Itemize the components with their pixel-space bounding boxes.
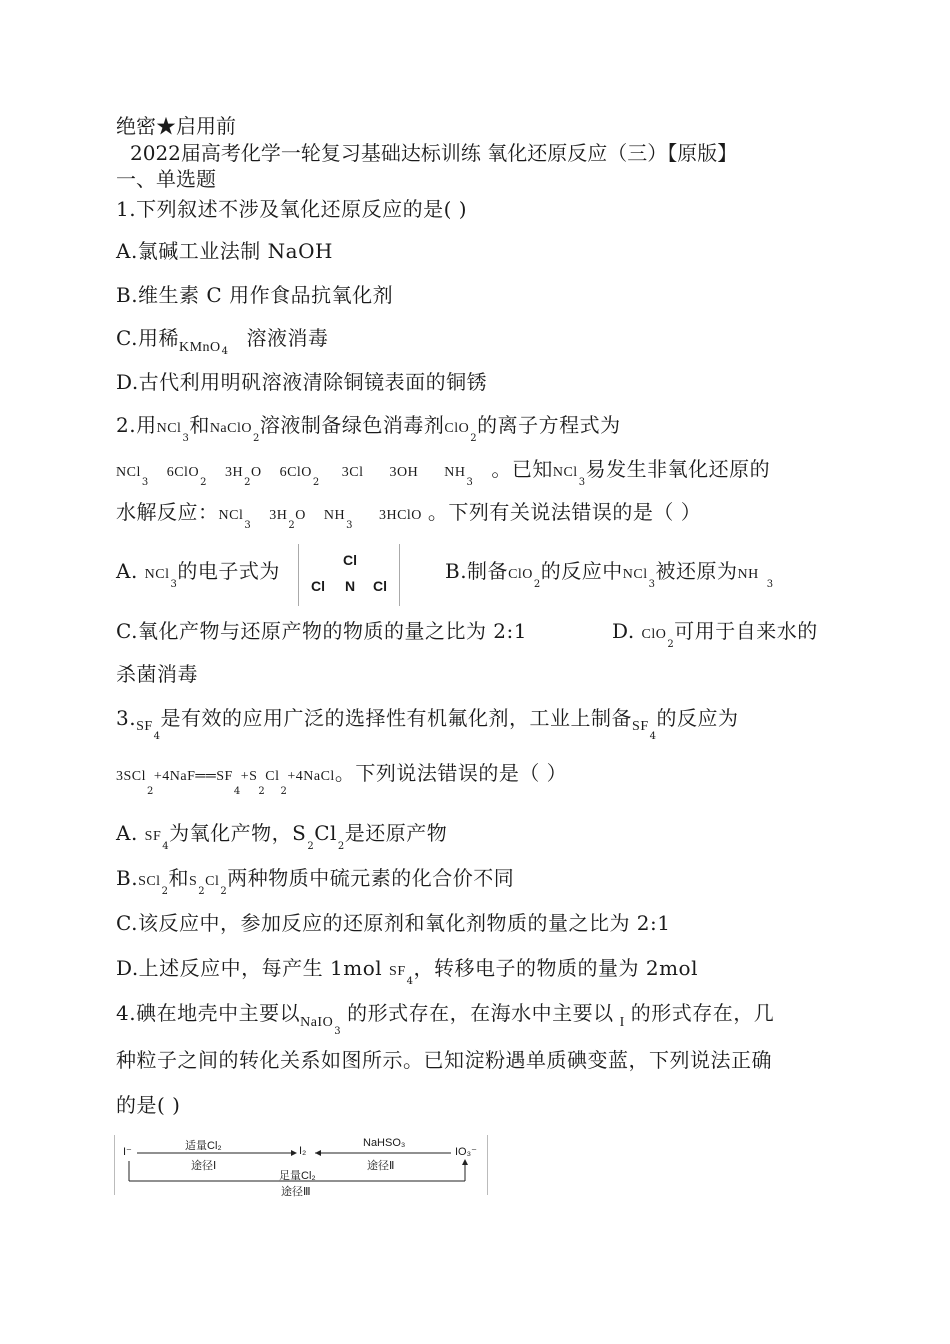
subscript: 2 [667,639,675,650]
subscript: 2 [252,433,260,444]
chem-formula: I [619,1015,625,1030]
chem-formula: SF [632,719,649,734]
text: D.上述反应中，每产生 1mol [116,956,383,980]
reagent-label: 适量Cl₂ [185,1140,222,1152]
text: 的形式存在，几 [630,1001,775,1025]
text: 和 [168,866,189,890]
text: B. [116,866,139,890]
q1-stem: 1.下列叙述不涉及氧化还原反应的是( ) [116,197,468,221]
text: 溶液消毒 [246,326,329,350]
subscript: 3 [334,1026,342,1037]
text: B.制备 [445,559,509,583]
subscript: 3 [244,520,252,531]
subscript: 3 [346,520,353,531]
atom-label: Cl [343,552,357,568]
subscript: 2 [258,786,266,797]
text: A. [116,559,138,583]
chem-formula: 3H [269,508,288,523]
q4-stem-line2: 种粒子之间的转化关系如图所示。已知淀粉遇单质碘变蓝，下列说法正确 [116,1048,772,1072]
subscript: 4 [221,346,229,357]
text: 两种物质中硫元素的化合价不同 [227,866,515,890]
diagram-arrows [115,1135,487,1195]
iodine-conversion-diagram [114,1135,488,1198]
subscript: 4 [406,976,414,987]
species-label: I₂ [299,1145,307,1157]
chem-formula: NCl [622,567,648,582]
chem-formula: SF [136,719,153,734]
chem-formula: SF [144,829,162,844]
chem-formula: 3OH [389,465,419,480]
q3-option-c: C.该反应中，参加反应的还原剂和氧化剂物质的量之比为 2:1 [116,911,671,935]
text: 。下列有关说法错误的是（ ） [427,500,702,524]
q4-stem-line1 [116,1000,775,1037]
chem-formula: Cl [205,874,220,889]
q3-option-d [116,955,698,986]
text: 2.用 [116,413,157,437]
subscript: 2 [220,886,228,897]
chem-formula: 6ClO [279,465,312,480]
chem-formula: SCl [138,874,161,889]
chem-formula: ClO [641,627,667,642]
text: 被还原为 [655,559,738,583]
q2-option-a [116,558,280,589]
species-label: I⁻ [123,1146,132,1158]
subscript: 4 [649,731,657,742]
arrow-head [462,1159,468,1165]
text: 可用于自来水的 [674,619,818,643]
text: 和 [189,413,210,437]
text: 的离子方程式为 [477,413,621,437]
text: 的反应中 [540,559,623,583]
chem-formula: 3HClO [378,508,422,523]
chem-formula: ClO [508,567,533,582]
chem-formula: +S [240,769,258,784]
q2-option-d [612,618,818,649]
q1-option-a: A.氯碱工业法制 NaOH [116,239,333,263]
secret-label: 绝密★启用前 [116,114,236,138]
arrow-head [291,1150,297,1156]
subscript: 3 [578,477,586,488]
atom-label: N [345,578,356,594]
path-label: 途径Ⅱ [367,1160,395,1172]
chem-formula: NH [323,508,346,523]
subscript: 2 [288,520,296,531]
chem-formula: ClO [444,421,470,436]
chem-formula: NH [444,465,466,480]
text: ，转移电子的物质的量为 2mol [413,956,698,980]
chem-formula: Cl [265,769,280,784]
text: 溶液制备绿色消毒剂 [259,413,445,437]
subscript: 2 [533,579,541,590]
subscript: 2 [244,477,251,488]
text: 易发生非氧化还原的 [585,457,771,481]
subscript: 3 [170,579,178,590]
chem-formula: SF [216,769,233,784]
subscript: 2 [470,433,478,444]
text: A. [116,821,138,845]
doc-title: 2022届高考化学一轮复习基础达标训练 氧化还原反应（三）【原版】 [130,141,738,165]
q1-option-b: B.维生素 C 用作食品抗氧化剂 [116,283,394,307]
text: 。已知 [491,457,553,481]
chem-formula: 3SCl [116,769,147,784]
reagent-label: NaHSO₃ [363,1137,406,1149]
q2-ion-equation [116,456,770,487]
subscript: 4 [162,841,170,852]
arrow-head [315,1150,321,1156]
reagent-label: 足量Cl₂ [279,1170,316,1182]
subscript: 2 [312,477,320,488]
chem-formula: O [250,465,262,480]
q3-option-a [116,820,447,851]
chem-formula: 3H [224,465,244,480]
chem-formula: NaClO [209,421,252,436]
q2-stem-line1 [116,412,621,443]
chem-formula: NH [737,567,759,582]
text: 。下列说法错误的是（ ） [334,761,568,785]
subscript: 2 [337,841,345,852]
q3-stem-line1 [116,705,739,742]
q3-equation [116,760,568,797]
subscript: 3 [648,579,656,590]
q4-stem-line3: 的是( ) [116,1093,181,1117]
subscript: 3 [466,477,474,488]
q2-hydrolysis-line [116,499,701,530]
chem-formula: NCl [552,465,578,480]
text: 水解反应： [116,500,219,524]
subscript: 4 [233,786,241,797]
chem-formula: NCl [116,465,141,480]
subscript: 3 [182,433,190,444]
q3-option-b [116,865,514,896]
q2-option-c: C.氧化产物与还原产物的物质的量之比为 2:1 [116,619,527,643]
chem-formula: NCl [218,508,244,523]
text: 的形式存在，在海水中主要以 [347,1001,614,1025]
text: 的反应为 [656,706,739,730]
q1-option-c [116,325,329,356]
text: Cl [314,821,337,845]
q2-option-b [445,558,774,589]
chem-formula: KMnO [178,340,221,355]
chem-formula: +4NaCl [287,769,335,784]
lewis-structure [298,544,400,606]
subscript: 2 [280,786,288,797]
chem-formula: NCl [156,421,182,436]
chem-formula: S [188,874,198,889]
chem-formula: SF [389,964,406,979]
subscript: 2 [147,786,154,797]
subscript: 2 [198,886,206,897]
equals-sign: ══ [195,769,217,784]
species-label: IO₃⁻ [455,1146,477,1158]
chem-formula: 3Cl [341,465,364,480]
chem-formula: 6ClO [166,465,200,480]
text: C.用稀 [116,326,179,350]
text: 4.碘在地壳中主要以 [116,1001,301,1025]
chem-formula: NCl [144,567,170,582]
atom-label: Cl [311,578,325,594]
q2-option-d-cont: 杀菌消毒 [116,662,198,686]
text: 3. [116,706,137,730]
path-label: 途径Ⅲ [281,1186,311,1198]
subscript: 3 [766,579,774,590]
path-label: 途径Ⅰ [191,1160,217,1172]
subscript: 4 [153,731,161,742]
subscript: 3 [141,477,149,488]
text: D. [612,619,635,643]
text: 是有效的应用广泛的选择性有机氟化剂，工业上制备 [160,706,633,730]
chem-formula: +4NaF [153,769,196,784]
text: 是还原产物 [344,821,448,845]
subscript: 2 [200,477,207,488]
section-heading: 一、单选题 [116,167,216,191]
subscript: 2 [161,886,169,897]
chem-formula: O [295,508,306,523]
q1-option-d: D.古代利用明矾溶液清除铜镜表面的铜锈 [116,370,488,394]
atom-label: Cl [373,578,387,594]
text: 为氧化产物，S [169,821,307,845]
subscript: 2 [307,841,315,852]
chem-formula: NaIO [300,1015,334,1030]
text: 的电子式为 [177,559,280,583]
